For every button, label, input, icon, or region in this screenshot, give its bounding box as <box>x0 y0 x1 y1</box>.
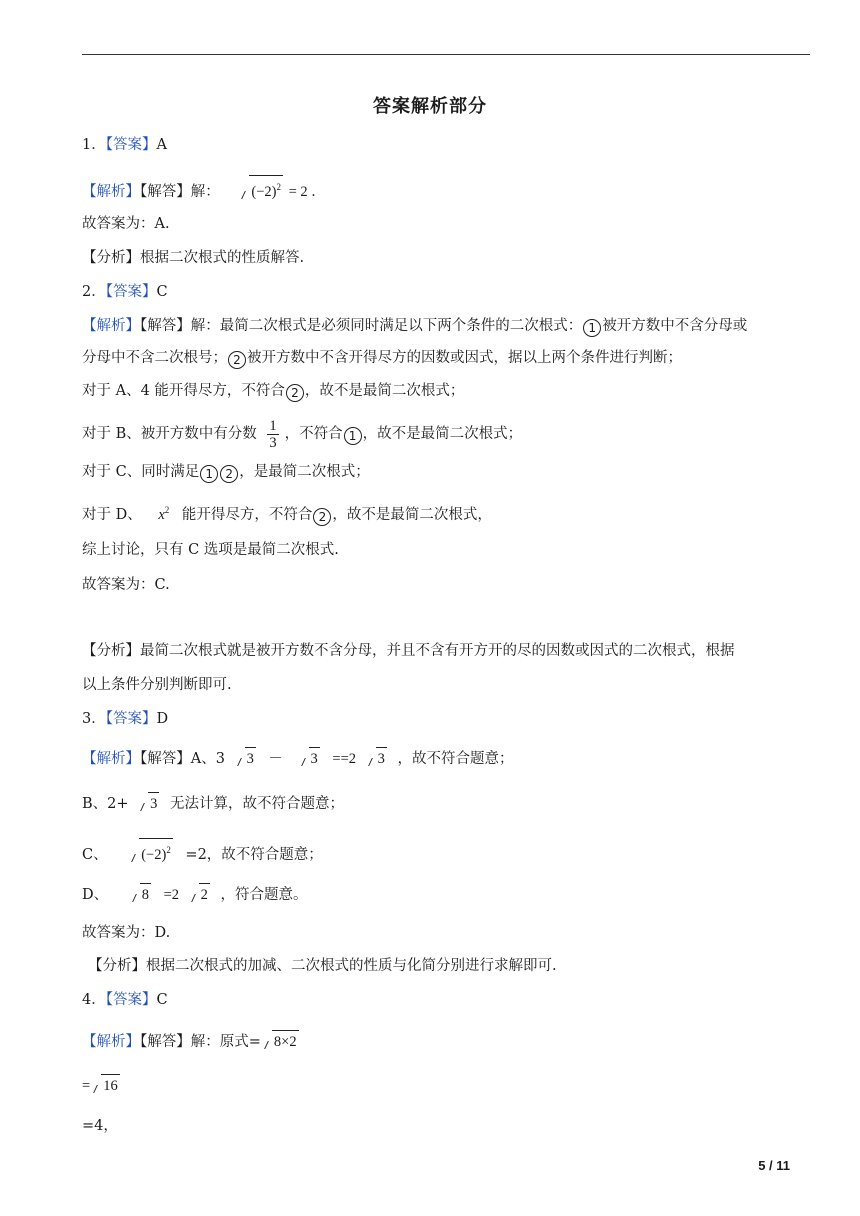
fraction-one-third <box>267 418 278 451</box>
q1-sol-prefix: 解： <box>190 183 220 200</box>
q2-d-text: 对于 D、 <box>82 506 142 523</box>
solution-tag: 【解答】 <box>140 318 191 334</box>
radical-neg2-squared <box>128 838 173 865</box>
circled-one: 1 <box>344 427 362 445</box>
minus-sign: － <box>268 751 283 767</box>
q2-option-d <box>82 500 492 526</box>
answer-tag: 【答案】 <box>105 137 157 153</box>
q2-b-text: ，不符合 <box>284 426 343 442</box>
q1-answer: A <box>156 137 167 153</box>
q3-fenxi-line <box>82 956 557 976</box>
q1-final: 故答案为：A. <box>82 216 170 232</box>
sqrt16 <box>90 1074 120 1096</box>
radicand: 8×2 <box>272 1030 299 1052</box>
q1-exponent: 2 <box>276 182 281 192</box>
q3-answer-line <box>82 709 168 729</box>
q3-d-eq: =2 <box>163 887 180 903</box>
q2-d-text: 能开得尽方，不符合 <box>181 506 313 523</box>
analysis-tag: 【解析】 <box>82 318 140 334</box>
radicand: 3 <box>245 747 256 769</box>
analysis-tag: 【解析】 <box>82 751 140 767</box>
q2-fenxi-text: 最简二次根式就是被开方数不含分母，并且不含有开方开的尽的因数或因式的二次根式，根据 <box>140 643 735 659</box>
q4-line-2 <box>82 1074 122 1096</box>
header-rule <box>82 54 810 55</box>
q3-fenxi: 根据二次根式的加减、二次根式的性质与化简分别进行求解即可. <box>146 958 557 974</box>
solution-tag: 【解答】 <box>140 751 191 767</box>
q2-solution-line-2 <box>82 348 682 369</box>
fraction-numerator: 1 <box>269 417 277 434</box>
circled-two: 2 <box>313 508 331 526</box>
q3-number: 3． <box>82 711 106 727</box>
q1-solution-line <box>82 175 326 202</box>
solution-tag: 【解答】 <box>140 183 191 200</box>
q1-fenxi: 根据二次根式的性质解答. <box>140 250 305 266</box>
q2-option-a <box>82 381 464 402</box>
q1-fenxi-line <box>82 248 304 268</box>
q2-sol-text: 分母中不含二次根号； <box>82 350 227 366</box>
q2-b-text: 对于 B、被开方数中有分数 <box>82 426 257 442</box>
q1-radicand: (−2) <box>251 183 277 200</box>
q1-radical <box>238 175 283 202</box>
page-number: 5 / 11 <box>758 1158 790 1173</box>
q3-option-a <box>82 747 513 769</box>
q3-option-d <box>82 883 308 905</box>
q4-answer-line <box>82 990 168 1010</box>
q2-option-b <box>82 414 522 454</box>
sqrt-8x2 <box>261 1030 299 1052</box>
radicand: 2 <box>199 883 210 905</box>
q3-b-text: 无法计算，故不符合题意； <box>170 796 344 812</box>
radicand: 16 <box>101 1074 120 1096</box>
sqrt2 <box>188 883 210 905</box>
q3-a-text: A、3 <box>190 751 225 767</box>
q4-solution-line <box>82 1030 301 1052</box>
sqrt3 <box>137 792 159 814</box>
q2-c-text: ，是最简二次根式； <box>239 464 370 480</box>
exponent: 2 <box>166 845 171 855</box>
q1-number: 1． <box>82 137 106 153</box>
page-title: 答案解析部分 <box>373 96 487 117</box>
circled-two: 2 <box>220 465 238 483</box>
q2-c-text: 对于 C、同时满足 <box>82 464 200 480</box>
q3-d-text: ，符合题意。 <box>220 887 308 903</box>
q2-d-text: ，故不是最简二次根式， <box>332 506 492 523</box>
sqrt8 <box>129 883 151 905</box>
q1-answer-line <box>82 135 167 155</box>
equals-sign: = <box>82 1078 91 1094</box>
fenxi-tag: 【分析】 <box>82 643 140 659</box>
radicand: (−2) <box>141 846 167 863</box>
fraction-denominator: 3 <box>269 434 277 451</box>
sqrt3 <box>365 747 387 769</box>
q4-answer: C <box>156 992 168 1008</box>
q3-a-eq: ==2 <box>332 751 356 767</box>
fenxi-tag: 【分析】 <box>88 958 146 974</box>
q3-option-c <box>82 838 323 865</box>
q2-sol-text: 被开方数中不含分母或 <box>602 318 748 334</box>
answer-tag: 【答案】 <box>105 992 157 1008</box>
q3-b-text: B、2+ <box>82 796 129 812</box>
sqrt3 <box>298 747 320 769</box>
q2-number: 2． <box>82 284 106 300</box>
q3-option-b <box>82 792 344 814</box>
q3-answer: D <box>156 711 169 727</box>
q2-solution-line-1 <box>82 316 747 337</box>
q2-answer-line <box>82 282 168 302</box>
q2-summary: 综上讨论，只有 C 选项是最简二次根式. <box>82 542 339 558</box>
q2-b-text: ，故不是最简二次根式； <box>362 426 523 442</box>
q3-c-text: =2，故不符合题意； <box>185 846 323 863</box>
radicand: 3 <box>309 747 320 769</box>
circled-two: 2 <box>228 351 246 369</box>
x-exponent: 2 <box>164 505 170 515</box>
radicand: 8 <box>140 883 151 905</box>
circled-one: 1 <box>200 465 218 483</box>
q2-answer: C <box>156 284 168 300</box>
q2-fenxi-line-1 <box>82 641 735 661</box>
analysis-tag: 【解析】 <box>82 1034 140 1050</box>
q4-sol-prefix: 解：原式= <box>190 1034 261 1050</box>
q2-a-text: ，故不是最简二次根式； <box>304 383 465 399</box>
math-x: x <box>158 506 165 523</box>
q3-a-text: ，故不符合题意； <box>397 751 514 767</box>
radicand: 3 <box>148 792 159 814</box>
q2-sol-text: 解：最简二次根式是必须同时满足以下两个条件的二次根式： <box>190 318 583 334</box>
q4-line-3: =4， <box>82 1118 118 1134</box>
q3-final: 故答案为：D. <box>82 925 171 941</box>
analysis-tag: 【解析】 <box>82 183 140 200</box>
q4-number: 4． <box>82 992 106 1008</box>
solution-tag: 【解答】 <box>140 1034 191 1050</box>
q3-c-text: C、 <box>82 846 108 863</box>
answer-tag: 【答案】 <box>105 711 157 727</box>
q1-eq: = 2 ． <box>284 183 326 200</box>
q2-sol-text: 被开方数中不含开得尽方的因数或因式，据以上两个条件进行判断； <box>247 350 682 366</box>
answer-tag: 【答案】 <box>105 284 157 300</box>
fenxi-tag: 【分析】 <box>82 250 140 266</box>
q2-fenxi-line-2: 以上条件分别判断即可. <box>82 677 232 693</box>
radicand: 3 <box>376 747 387 769</box>
q2-a-text: 对于 A、4 能开得尽方，不符合 <box>82 383 285 399</box>
sqrt3 <box>234 747 256 769</box>
q2-final: 故答案为：C. <box>82 577 170 593</box>
q3-d-text: D、 <box>82 887 109 903</box>
circled-two: 2 <box>286 384 304 402</box>
q2-option-c <box>82 462 370 483</box>
circled-one: 1 <box>583 319 601 337</box>
